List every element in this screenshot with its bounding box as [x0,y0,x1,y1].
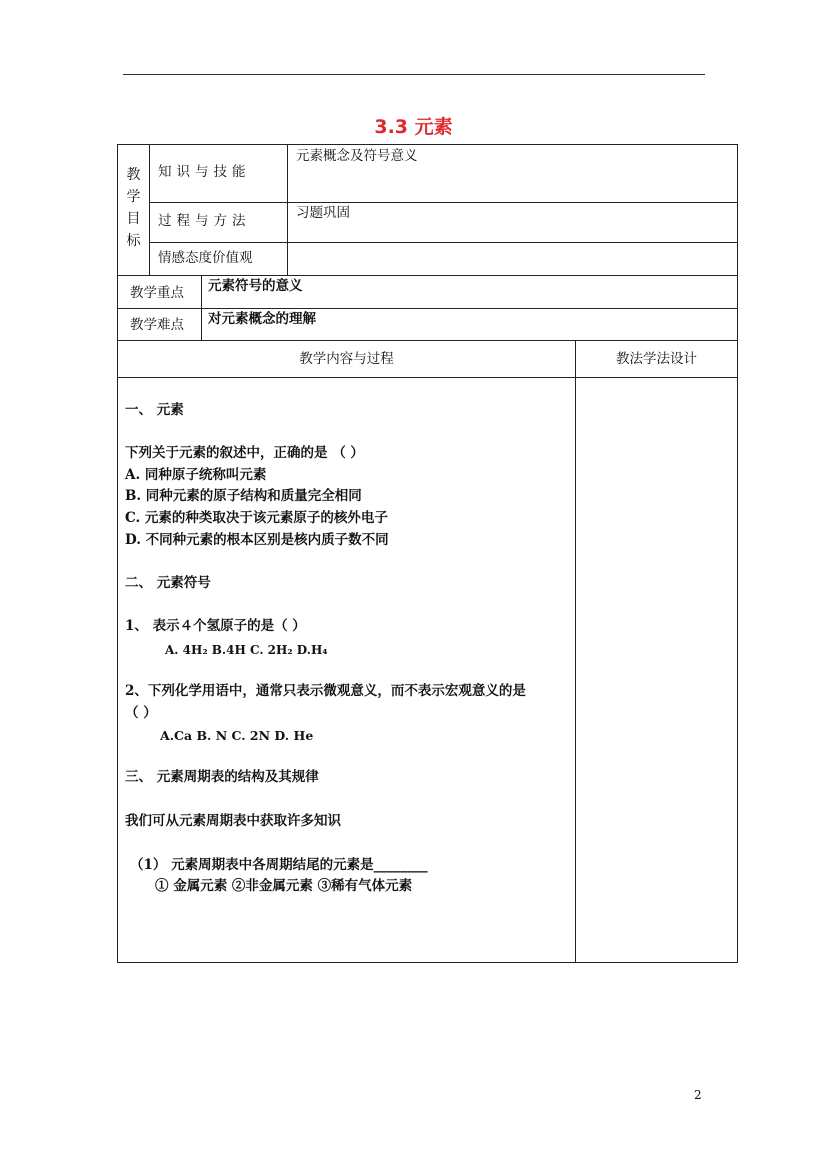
objectives-header-char: 目 [126,211,141,227]
question-options: A.Ca B. N C. 2N D. He [160,728,314,743]
question-text: （ ） [125,705,157,721]
objective-content: 元素概念及符号意义 [296,148,418,164]
key-point-content: 元素符号的意义 [208,278,303,294]
objective-label: 知识与技能 [158,164,251,180]
question-option: B. 同种元素的原子结构和质量完全相同 [125,488,362,504]
objective-label: 过程与方法 [158,213,251,229]
objective-label: 情感态度价值观 [158,250,253,266]
document-title: 3.3 元素 [374,116,453,138]
question-options: A. 4H₂ B.4H C. 2H₂ D.H₄ [165,643,328,657]
question-options: ① 金属元素 ②非金属元素 ③稀有气体元素 [155,878,413,894]
difficult-point-content: 对元素概念的理解 [208,311,316,327]
question-option: D. 不同种元素的根本区别是核内质子数不同 [125,532,389,548]
difficult-point-label: 教学难点 [130,317,184,333]
question-text: 1、 表示４个氢原子的是（ ） [125,618,306,634]
objectives-header-char: 教 [126,167,141,183]
section-heading: 二、 元素符号 [125,575,211,591]
objective-content-cell [287,242,738,276]
question-text: 下列关于元素的叙述中，正确的是 （ ） [125,445,364,461]
question-text: （1） 元素周期表中各周期结尾的元素是________ [130,857,428,873]
objectives-header-char: 标 [126,233,141,249]
question-option: C. 元素的种类取决于该元素原子的核外电子 [125,510,388,526]
section-intro: 我们可从元素周期表中获取许多知识 [125,813,341,829]
method-column-header: 教法学法设计 [616,351,697,367]
objective-content: 习题巩固 [296,205,350,221]
content-body-cell [117,377,576,963]
section-heading: 三、 元素周期表的结构及其规律 [125,769,319,785]
question-text: 2、下列化学用语中，通常只表示微观意义，而不表示宏观意义的是 [125,683,526,699]
question-option: A. 同种原子统称叫元素 [125,467,267,483]
objective-content-cell [287,202,738,243]
objectives-header-char: 学 [126,189,141,205]
method-body-cell [575,377,738,963]
section-heading: 一、 元素 [125,402,184,418]
page-number: 2 [694,1088,702,1102]
header-rule [123,74,705,75]
content-column-header: 教学内容与过程 [299,351,394,367]
key-point-label: 教学重点 [130,285,184,301]
